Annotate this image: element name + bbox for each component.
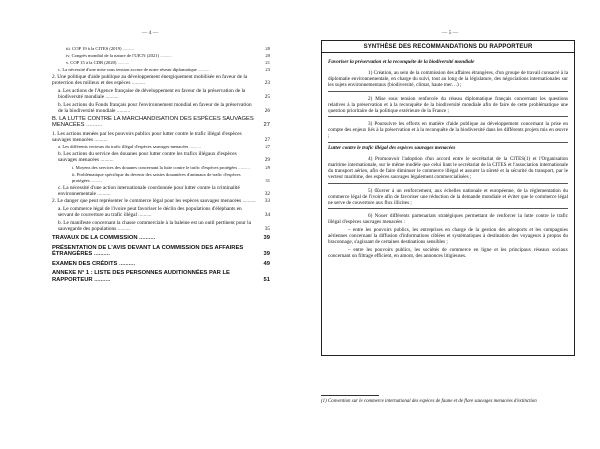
toc-entry-page: 39 [263, 234, 270, 241]
toc-entry-page: 35 [264, 225, 270, 232]
toc-entry-page: 29 [265, 165, 270, 171]
recommendation-1 [328, 68, 568, 92]
toc-leader-dots: .......... [117, 60, 130, 65]
recommendation-4 [328, 154, 568, 184]
toc-entry-label: a. Les actions de l'Agence française de développement en faveur de la préservation de la biodiversité mondiale .......... [58, 87, 246, 100]
toc-entry [52, 270, 270, 283]
toc-leader-dots: .......... [86, 122, 103, 129]
toc-leader-dots: .......... [131, 80, 145, 87]
section-heading-trafficking: Lutter contre le trafic illégal des espèces sauvages menacées [328, 144, 456, 151]
toc-entry-page: 27 [265, 144, 270, 150]
toc-leader-dots: .......... [160, 53, 172, 58]
toc-entry [52, 261, 270, 268]
toc-entry-page: 23 [264, 80, 270, 87]
toc-entry-page: 20 [265, 46, 270, 51]
toc-entry [52, 74, 270, 86]
recommendation-1-text: 1) Création, au sein de la commission des affaires étrangères, d'un groupe de travail consacré à la diplomatie environnementale, en charge du suivi, tout au long de la législature, des négociations internationales sur les sujets environnementaux (biodiversité, climat, haute mer…) ; [328, 70, 568, 89]
toc-leader-dots: .......... [93, 251, 110, 258]
toc-entry-page: 49 [263, 260, 270, 267]
recommendation-6-intro: 6) Nouer différents partenariats stratégiques permettant de renforcer la lutte contre le trafic illégal d'espèces sauvages menacées : [328, 213, 568, 226]
recommendation-4-text: 4) Promouvoir l'adoption d'un accord entre le secrétariat de la CITES(1) et l'Organisation maritime internationale, sur le même modèle que celui liant le secrétariat de la CITES et l'association internationale du transport aérien, afin de faire diminuer le commerce illégal et assurer la sûreté et la sécurité du transport, par le vecteur maritime, des espèces sauvages légalement commercialisées ; [328, 156, 568, 181]
toc-entry-label: TRAVAUX DE LA COMMISSION .......... [52, 234, 156, 241]
toc-entry-label: b. Les actions du service des douanes pour lutter contre les trafics illégaux d'espèces sauvages menacées .......... [58, 151, 237, 164]
recommendation-6-online: – entre les pouvoirs publics, les sociétés de commerce en ligne et les principaux réseaux sociaux concernant un filtrage efficient, en amont, des annonces litigieuses. [328, 246, 568, 259]
toc-leader-dots: .......... [238, 165, 250, 171]
toc-entry-page: 34 [264, 212, 270, 219]
toc-entry-page: 39 [263, 251, 270, 258]
recommendation-5 [328, 186, 568, 210]
toc-entry [52, 116, 270, 129]
toc-entry [52, 102, 270, 114]
toc-entry [52, 46, 270, 51]
toc-leader-dots: .......... [189, 144, 201, 150]
toc-entry-label: B. LA LUTTE CONTRE LA MARCHANDISATION DES ESPÈCES SAUVAGES MENACÉES .......... [52, 115, 254, 129]
recommendation-3 [328, 119, 568, 143]
toc-entry-page: 25 [264, 93, 270, 100]
toc-entry-label: iv. Congrès mondial de la nature de l'UICN (2021) .......... [66, 53, 172, 58]
toc-entry-page: 20 [265, 53, 270, 58]
toc-entry-label: c. La nécessité d'une mise sous tension accrue de notre réseau diplomatique .......... [58, 67, 210, 72]
toc-leader-dots: .......... [139, 234, 156, 241]
toc-leader-dots: .......... [117, 225, 131, 232]
toc-leader-dots: .......... [116, 107, 131, 114]
toc-entry [52, 165, 270, 170]
toc-entry [52, 151, 270, 163]
footnote: (1) Convention sur le commerce international des espèces de faune et de flore sauvages menacées d'extinction [321, 399, 537, 404]
toc-leader-dots: .......... [94, 276, 111, 283]
page-number-right: — 5 — [441, 30, 459, 36]
toc-entry [52, 144, 270, 149]
toc-leader-dots: .......... [242, 198, 256, 205]
synthesis-title: SYNTHÈSE DES RECOMMANDATIONS DU RAPPORTEUR [322, 41, 574, 53]
recommendation-2 [328, 94, 568, 118]
toc-leader-dots: .......... [198, 67, 210, 72]
toc-entry [52, 67, 270, 72]
table-of-contents [52, 46, 270, 285]
toc-leader-dots: .......... [105, 93, 119, 100]
recommendation-5-text: 5) Œuvrer à un renforcement, aux échelles nationale et européenne, de la réglementation du commerce légal de l'ivoire afin de favoriser une réduction de la demande mondiale et éviter que le commerce légal ne serve de couverture aux flux illicites ; [328, 187, 568, 206]
toc-entry [52, 220, 270, 232]
synthesis-body [322, 53, 574, 261]
toc-entry-page: 29 [264, 157, 270, 164]
toc-entry-page: 26 [264, 107, 270, 114]
toc-entry-label: EXAMEN DES CRÉDITS .......... [52, 260, 136, 267]
toc-leader-dots: .......... [119, 260, 136, 267]
toc-entry-label: v. COP 15 à la CDB (2020) .......... [66, 60, 130, 65]
recommendation-6-airports: – entre les pouvoirs publics, les entreprises en charge de la gestion des aéroports et les compagnies aériennes concernant la diffusion d'informations ciblées et systématiques à destination des voyageurs à propos du braconnage, s'agissant de certaines destinations sensibles ; [328, 226, 568, 246]
toc-entry-page: 27 [263, 122, 270, 129]
toc-entry-page: 51 [263, 276, 270, 283]
toc-entry-page: 21 [265, 60, 270, 65]
toc-entry-label: 2. Le danger que peut représenter le commerce légal pour les espèces sauvages menacées .......... [52, 198, 256, 205]
toc-entry-page: 33 [264, 198, 270, 205]
right-page [300, 0, 600, 449]
recommendation-2-text: 2) Mise sous tension renforcée du réseau diplomatique français concernant les questions relatives à la préservation et à la reconquête de la biodiversité mondiale afin de faire de cette problématique une question prioritaire de la politique extérieure de la France ; [328, 95, 568, 114]
toc-entry [52, 198, 270, 204]
toc-entry-label: ANNEXE N° 1 : LISTE DES PERSONNES AUDITIONNÉES PAR LE RAPPORTEUR .......... [52, 270, 230, 283]
synthesis-box [321, 40, 575, 356]
toc-entry [52, 88, 270, 100]
toc-entry-label: a. Le commerce légal de l'ivoire peut favoriser le déclin des populations d'éléphants en servant de couverture au trafic illégal .......... [58, 205, 242, 219]
toc-entry [52, 131, 270, 143]
toc-leader-dots: .......... [100, 157, 114, 164]
toc-entry-label: PRÉSENTATION DE L'AVIS DEVANT LA COMMISSION DES AFFAIRES ÉTRANGÈRES .......... [52, 244, 244, 258]
recommendation-6 [328, 211, 568, 261]
toc-leader-dots: .......... [122, 46, 135, 51]
toc-entry-label: i. Moyens des services des douanes concernant la lutte contre le trafic d'espèces protégées .......... [72, 165, 250, 171]
toc-entry-page: 23 [265, 67, 270, 72]
toc-entry [52, 185, 270, 197]
toc-entry-label: ii. Problématique spécifique du devenir des saisies douanières d'animaux de trafic d'espèces protégées .......... [72, 172, 241, 183]
toc-entry [52, 172, 270, 183]
toc-leader-dots: .......... [94, 136, 108, 143]
toc-leader-dots: .......... [90, 177, 103, 183]
toc-entry-label: b. Les actions du Fonds français pour l'environnement mondial en faveur de la préservation de la biodiversité mondiale .......... [58, 101, 252, 114]
toc-entry-label: a. Les différents vecteurs du trafic illégal d'espèces sauvages menacées .......... [58, 144, 201, 150]
toc-entry [52, 53, 270, 58]
toc-entry-label: 2. Une politique d'aide publique au développement énergiquement mobilisée en faveur de la protection des milieux et des espèces .......... [52, 74, 248, 87]
toc-entry-page: 27 [264, 136, 270, 143]
toc-entry-page: 31 [265, 177, 270, 183]
toc-entry [52, 245, 270, 258]
toc-entry-label: c. La nécessité d'une action internationale coordonnée pour lutter contre la criminalité environnementale .......... [58, 184, 240, 197]
toc-entry-page: 32 [264, 190, 270, 197]
toc-entry [52, 60, 270, 65]
toc-entry [52, 206, 270, 218]
toc-entry [52, 235, 270, 242]
toc-entry-label: b. Le manifeste concernant la chasse commerciale à la baleine est un outil pertinent pour la sauvegarde des populations .......... [58, 219, 251, 232]
footnote-separator [321, 395, 379, 396]
toc-leader-dots: .......... [97, 190, 111, 197]
recommendation-3-text: 3) Poursuivre les efforts en matière d'aide publique au développement concernant la prise en compte des enjeux liés à la préservation et à la reconquête de la biodiversité dans les différents projets mis en œuvre ; [328, 121, 568, 140]
toc-entry-label: 1. Les actions menées par les pouvoirs publics pour lutter contre le trafic illégal d'espèces sauvages menacées .......... [52, 130, 242, 143]
section-heading-biodiversity: Favoriser la préservation et la reconquête de la biodiversité mondiale [328, 59, 475, 65]
toc-leader-dots: .......... [138, 212, 152, 219]
toc-entry-label: iii. COP 19 à la CITES (2019) .......... [66, 46, 135, 51]
page-number-left: — 4 — [141, 30, 159, 36]
